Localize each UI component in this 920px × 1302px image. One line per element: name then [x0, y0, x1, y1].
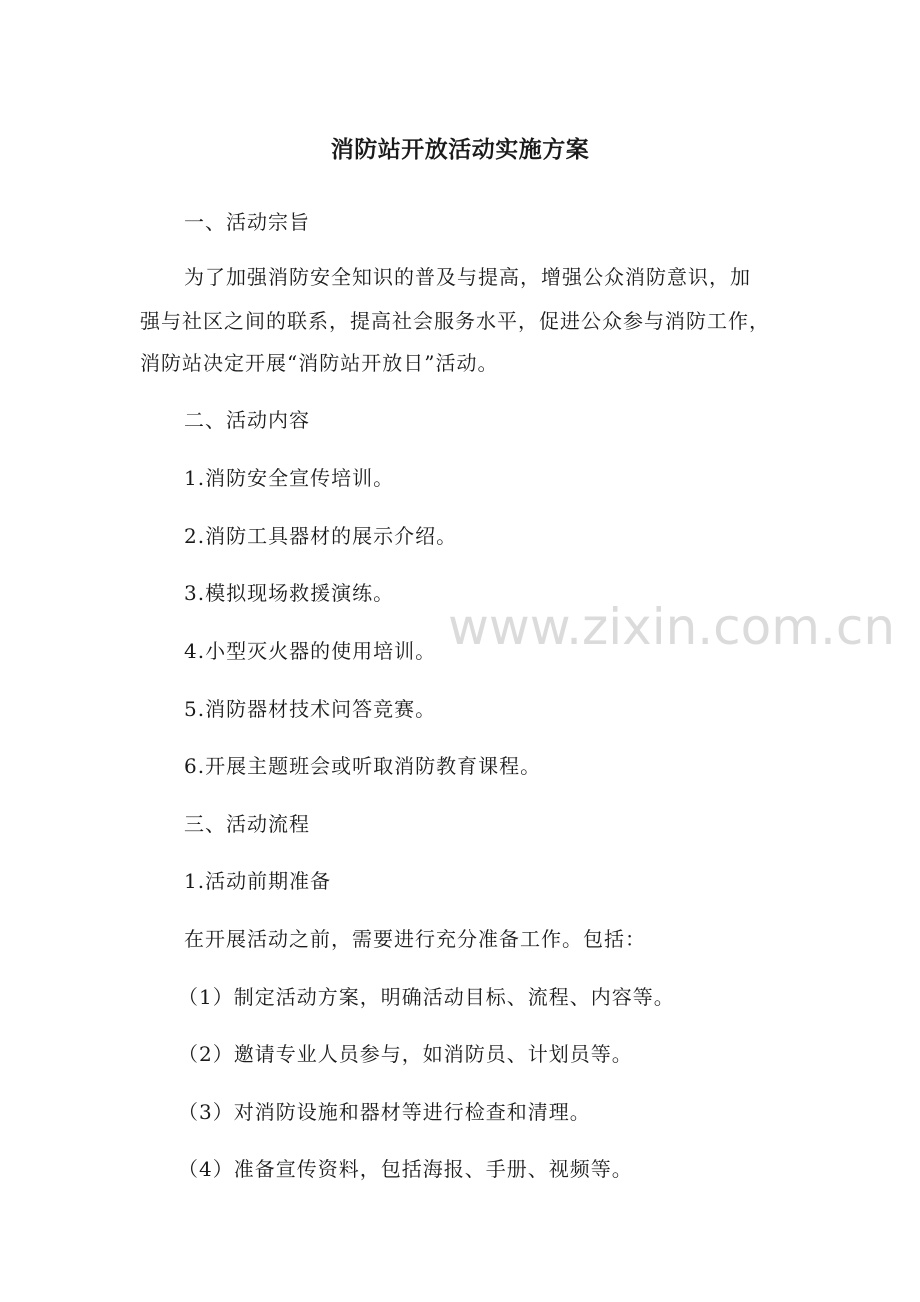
list-item: 1.消防安全宣传培训。: [184, 466, 395, 490]
subsection-heading: 1.活动前期准备: [184, 869, 332, 893]
list-item: 6.开展主题班会或听取消防教育课程。: [184, 754, 542, 778]
list-item: 4.小型灭火器的使用培训。: [184, 639, 437, 663]
list-item: （3）对消防设施和器材等进行检查和清理。: [178, 1100, 591, 1124]
list-item: （1）制定活动方案，明确活动目标、流程、内容等。: [178, 985, 675, 1009]
list-item: （2）邀请专业人员参与，如消防员、计划员等。: [178, 1042, 633, 1066]
section-heading-purpose: 一、活动宗旨: [184, 210, 310, 234]
paragraph-line: 为了加强消防安全知识的普及与提高，增强公众消防意识，加: [184, 265, 751, 289]
watermark: www.zixin.com.cn: [448, 598, 896, 656]
list-item: （4）准备宣传资料，包括海报、手册、视频等。: [178, 1157, 633, 1181]
list-item: 5.消防器材技术问答竞赛。: [184, 697, 437, 721]
paragraph-line: 强与社区之间的联系，提高社会服务水平，促进公众参与消防工作，: [140, 309, 770, 333]
document-title: 消防站开放活动实施方案: [330, 137, 590, 163]
list-item: 2.消防工具器材的展示介绍。: [184, 524, 458, 548]
paragraph-line: 消防站决定开展“消防站开放日”活动。: [140, 351, 499, 375]
paragraph-line: 在开展活动之前，需要进行充分准备工作。包括：: [184, 927, 646, 951]
section-heading-process: 三、活动流程: [184, 812, 310, 836]
section-heading-content: 二、活动内容: [184, 408, 310, 432]
list-item: 3.模拟现场救援演练。: [184, 581, 395, 605]
